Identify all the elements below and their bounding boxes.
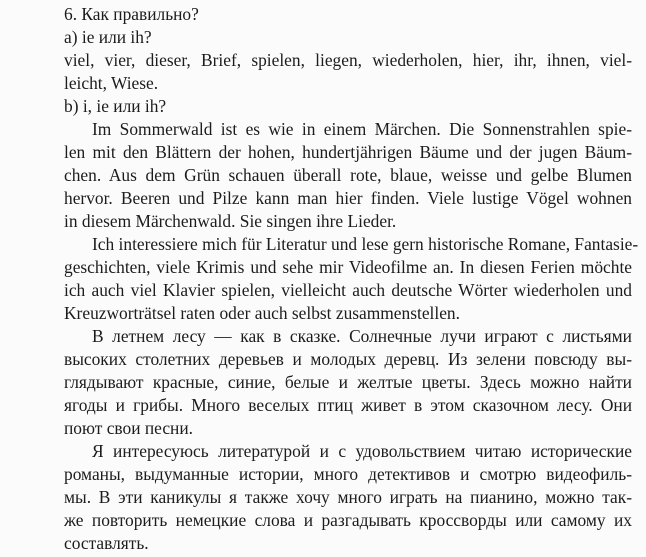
exercise-heading: 6. Как правильно?: [64, 4, 199, 24]
german-paragraph-2-line: ich auch viel Klavier spielen, vielleicht auch deutsche Wörter wiederholen und: [64, 280, 632, 300]
russian-paragraph-2-line: составлять.: [64, 533, 149, 553]
german-paragraph-1-line: chen. Aus dem Grün schauen überall rote, blaue, weisse und gelbe Blumen: [64, 165, 632, 185]
german-paragraph-1-line: len mit den Blättern der hohen, hundertjährigen Bäume und der jugen Bäum-: [64, 142, 632, 162]
russian-paragraph-1-line: высоких столетних деревьев и молодых деревц. Из зелени повсюду вы-: [64, 349, 632, 369]
german-paragraph-2-line: Ich interessiere mich für Literatur und lese gern historische Romane, Fantasie-: [92, 234, 639, 254]
part-b-label: b) i, ie или ih?: [64, 96, 167, 116]
russian-paragraph-1-line: В летнем лесу — как в сказке. Солнечные лучи играют с листьями: [92, 326, 632, 346]
russian-paragraph-1-line: ягоды и грибы. Много веселых птиц живет в этом сказочном лесу. Они: [64, 395, 632, 415]
german-paragraph-1-line: hervor. Beeren und Pilze kann man hier finden. Viele lustige Vögel wohnen: [64, 188, 632, 208]
german-paragraph-1-line: Im Sommerwald ist es wie in einem Märchen. Die Sonnenstrahlen spie-: [92, 119, 632, 139]
german-paragraph-2-line: Kreuzworträtsel raten oder auch selbst zusammenstellen.: [64, 303, 460, 323]
russian-paragraph-2-line: мы. В эти каникулы я также хочу много играть на пианино, можно так-: [64, 487, 632, 507]
russian-paragraph-1-line: глядывают красные, синие, белые и желтые цветы. Здесь можно найти: [64, 372, 632, 392]
part-a-word-list-end: leicht, Wiese.: [64, 73, 159, 93]
russian-paragraph-2-line: Я интересуюсь литературой и с удовольствием читаю исторические: [92, 441, 632, 461]
german-paragraph-1-line: in diesem Märchenwald. Sie singen ihre Lieder.: [64, 211, 397, 231]
russian-paragraph-2-line: романы, выдуманные истории, много детективов и смотрю видеофиль-: [64, 464, 632, 484]
russian-paragraph-1-line: поют свои песни.: [64, 418, 194, 438]
part-a-word-list: viel, vier, dieser, Brief, spielen, liegen, wiederholen, hier, ihr, ihnen, viel-: [64, 50, 632, 70]
russian-paragraph-2-line: же повторить немецкие слова и разгадывать кроссворды или самому их: [64, 510, 632, 530]
part-a-label: а) ie или ih?: [64, 27, 152, 47]
german-paragraph-2-line: geschichten, viele Krimis und sehe mir Videofilme an. In diesen Ferien möchte: [64, 257, 632, 277]
